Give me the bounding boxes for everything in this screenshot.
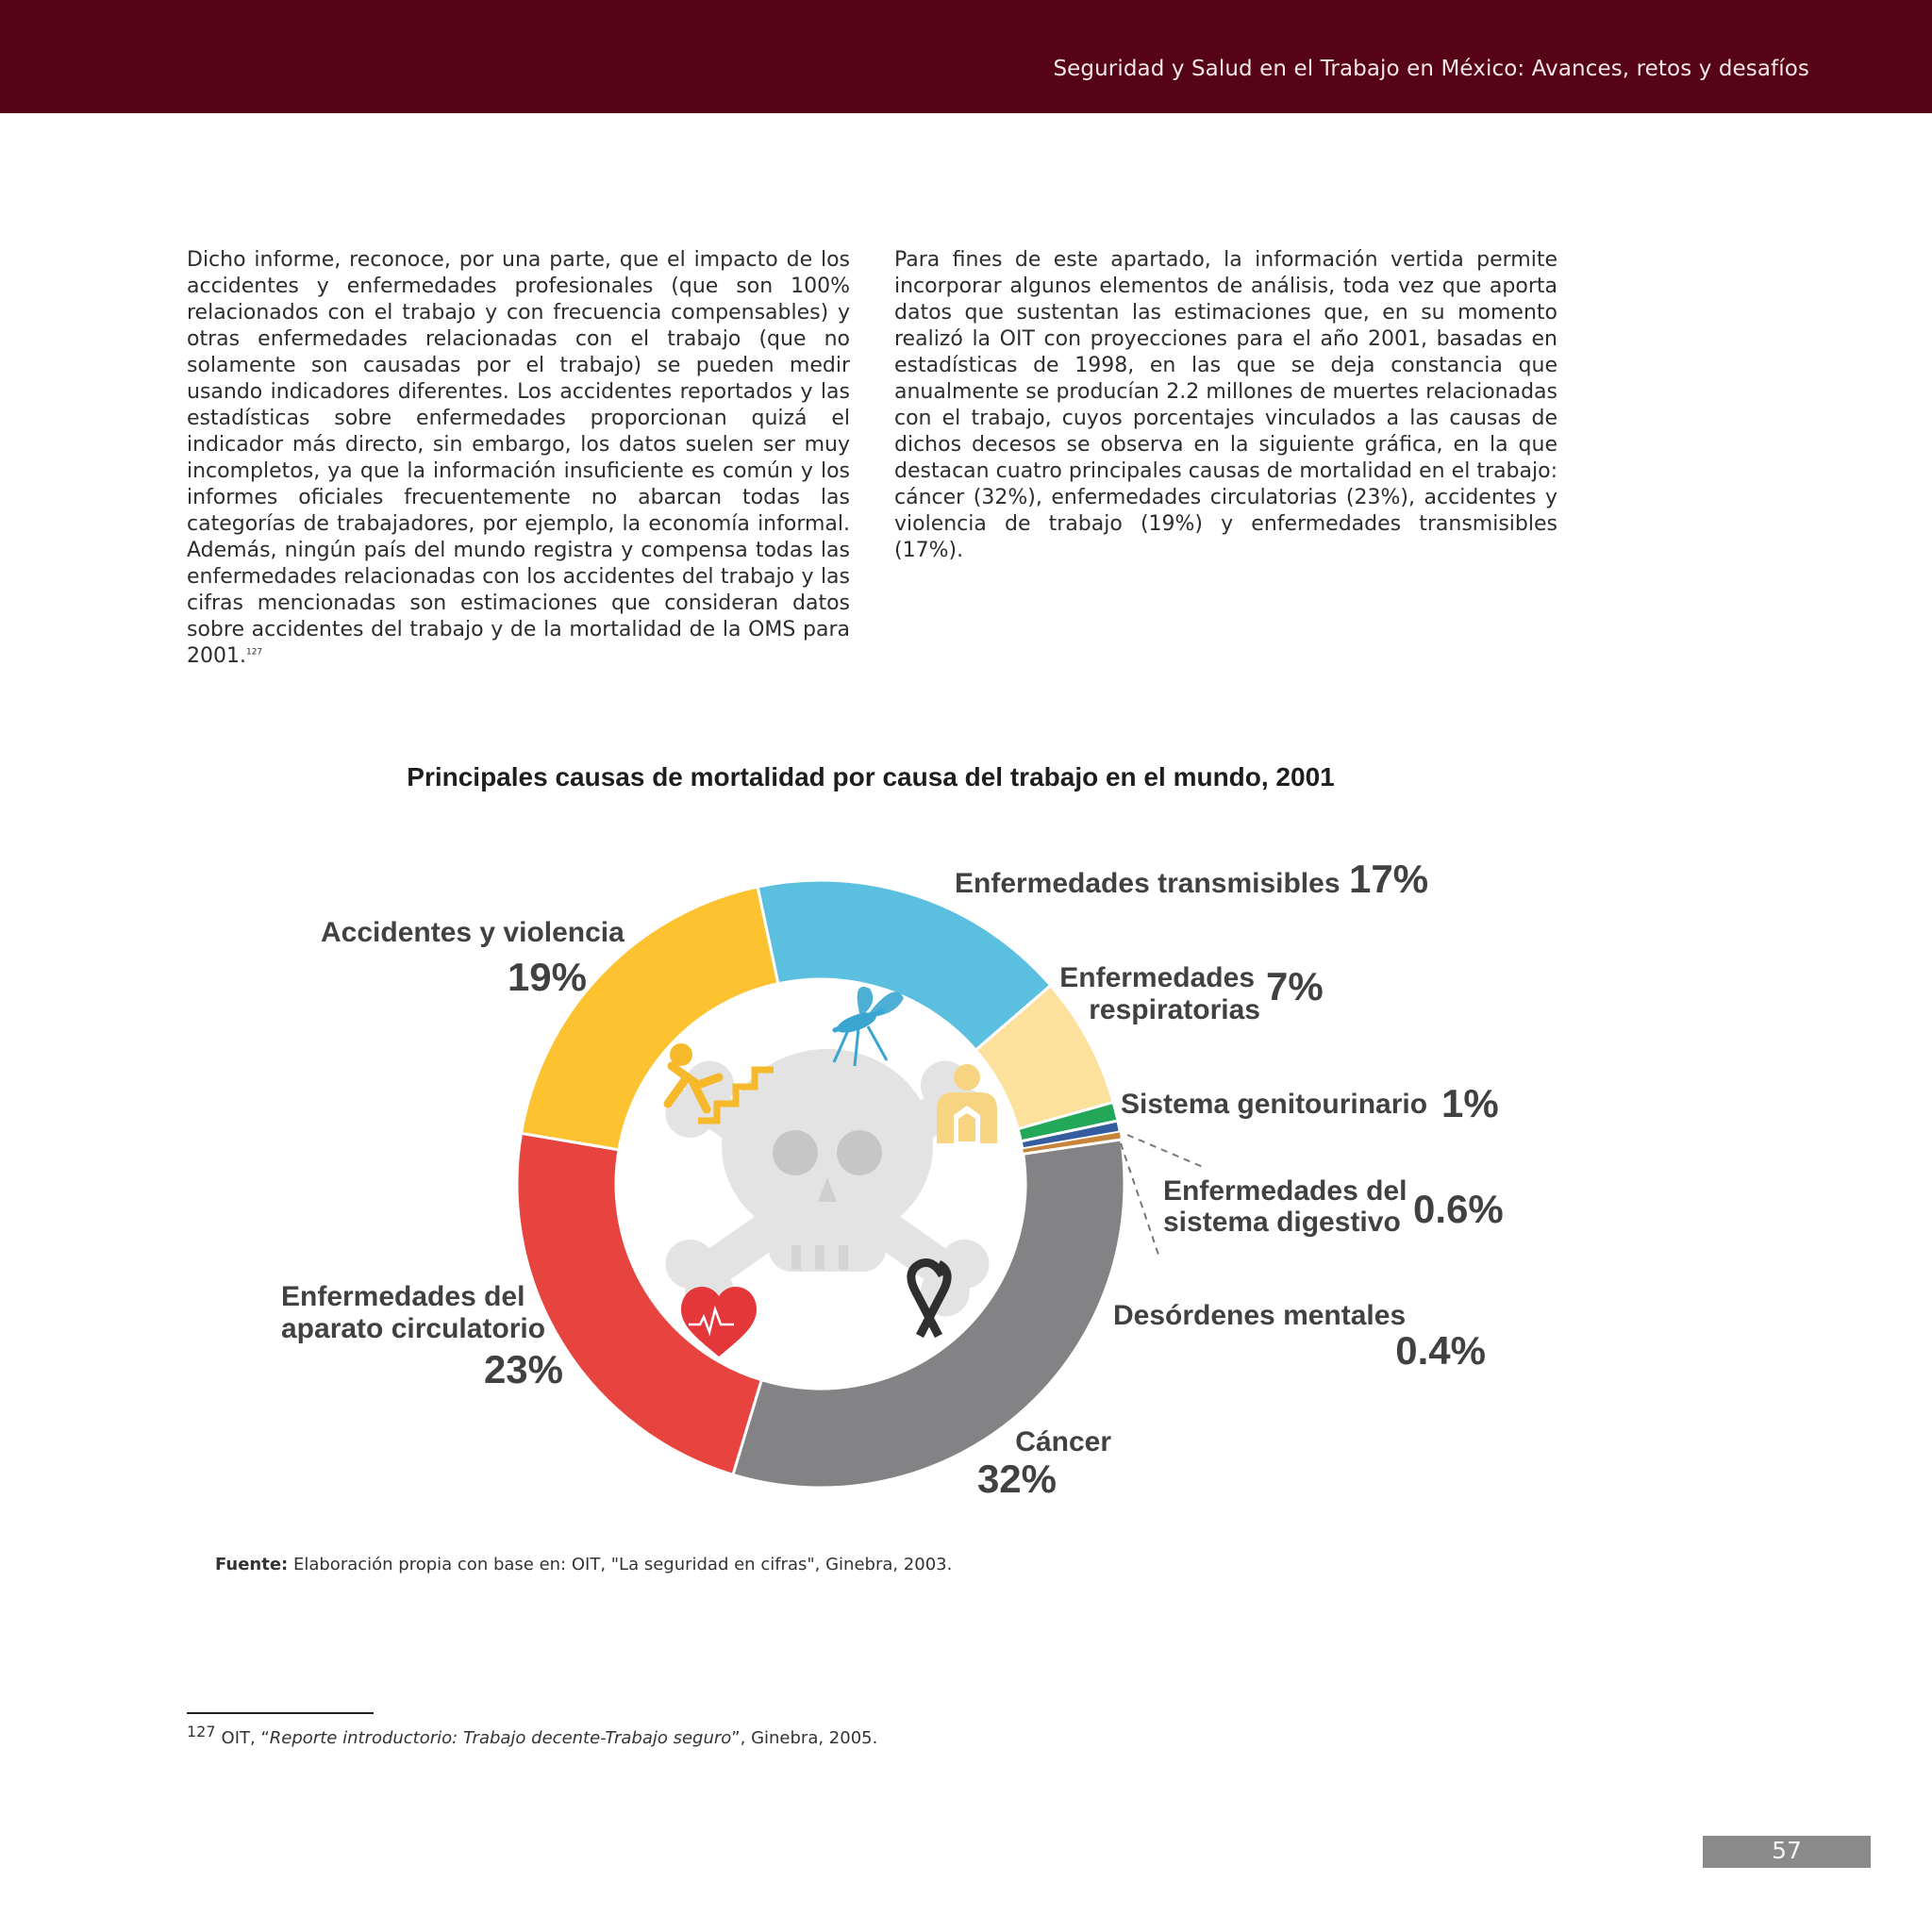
label-enfermedades-del-aparato-circulatorio: Enfermedades del [281,1281,525,1312]
footnote-prefix: OIT, “ [221,1728,270,1748]
chart-title: Principales causas de mortalidad por causa del trabajo en el mundo, 2001 [407,762,1335,791]
footnote [187,1723,877,1748]
label-enfermedades-respiratorias: Enfermedades [1059,962,1255,993]
footnote-number: 127 [187,1723,216,1740]
running-header-title: Seguridad y Salud en el Trabajo en México: Avances, retos y desafíos [1053,57,1809,81]
footnote-suffix: ”, Ginebra, 2005. [731,1728,878,1748]
source-label: Fuente: [215,1555,289,1574]
label-sistema-genitourinario: Sistema genitourinario [1121,1089,1428,1120]
label-accidentes-y-violencia: Accidentes y violencia [321,917,625,948]
chart-source [215,1555,952,1574]
label-enfermedades-del-aparato-circulatorio: aparato circulatorio [281,1313,546,1344]
label-enfermedades-del-sistema-digestivo: sistema digestivo [1163,1207,1401,1238]
footnote-ref[interactable]: 127 [245,647,263,658]
label-enfermedades-del-sistema-digestivo: Enfermedades del [1163,1175,1407,1207]
footnote-rule [187,1712,374,1714]
label-cancer: Cáncer [1015,1426,1111,1457]
value-cancer: 32% [976,1457,1057,1501]
value-enfermedades-del-aparato-circulatorio: 23% [483,1347,563,1391]
label-enfermedades-respiratorias: respiratorias [1089,994,1260,1025]
page-number: 57 [1772,1837,1802,1864]
value-desordenes-mentales: 0.4% [1395,1328,1486,1373]
value-enfermedades-del-sistema-digestivo: 0.6% [1413,1187,1504,1231]
footnote-title: Reporte introductorio: Trabajo decente-Trabajo seguro [269,1728,732,1748]
label-desordenes-mentales: Desórdenes mentales [1113,1300,1407,1331]
page-number-box [1703,1836,1871,1868]
value-enfermedades-transmisibles: 17% [1349,857,1429,901]
source-text: Elaboración propia con base en: OIT, "La seguridad en cifras", Ginebra, 2003. [288,1555,953,1574]
value-accidentes-y-violencia: 19% [507,955,587,999]
left-paragraph-text: Dicho informe, reconoce, por una parte, que el impacto de los accidentes y enfermedades profesionales (que son 100% relacionados con el trabajo y con frecuencia compensables) y otras enfermedades relacionadas con el trabajo (que no solamente son causadas por el trabajo) se pueden medir usando indicadores diferentes. Los accidentes reportados y las estadísticas sobre enfermedades proporcionan quizá el indicador más directo, sin embargo, los datos suelen ser muy incompletos, ya que la información insuficiente es común y los informes oficiales frecuentemente no abarcan todas las categorías de trabajadores, por ejemplo, la economía informal. Además, ningún país del mundo registra y compensa todas las enfermedades relacionadas con los accidentes del trabajo y las cifras mencionadas son estimaciones que consideran datos sobre accidentes del trabajo y de la mortalidad de la OMS para 2001. [187,248,850,668]
label-enfermedades-transmisibles: Enfermedades transmisibles [955,868,1341,899]
value-sistema-genitourinario: 1% [1441,1081,1499,1125]
right-paragraph: Para fines de este apartado, la información vertida permite incorporar algunos elementos de análisis, toda vez que aporta datos que sustentan las estimaciones que, en su momento realizó la OIT con proyecciones para el año 2001, basadas en estadísticas de 1998, en las que se deja constancia que anualmente se producían 2.2 millones de muertes relacionadas con el trabajo, cuyos porcentajes vinculados a las causas de dichos decesos se observa en la siguiente gráfica, en la que destacan cuatro principales causas de mortalidad en el trabajo: cáncer (32%), enfermedades circulatorias (23%), accidentes y violencia de trabajo (19%) y enfermedades transmisibles (17%). [894,248,1557,562]
value-enfermedades-respiratorias: 7% [1266,964,1324,1008]
